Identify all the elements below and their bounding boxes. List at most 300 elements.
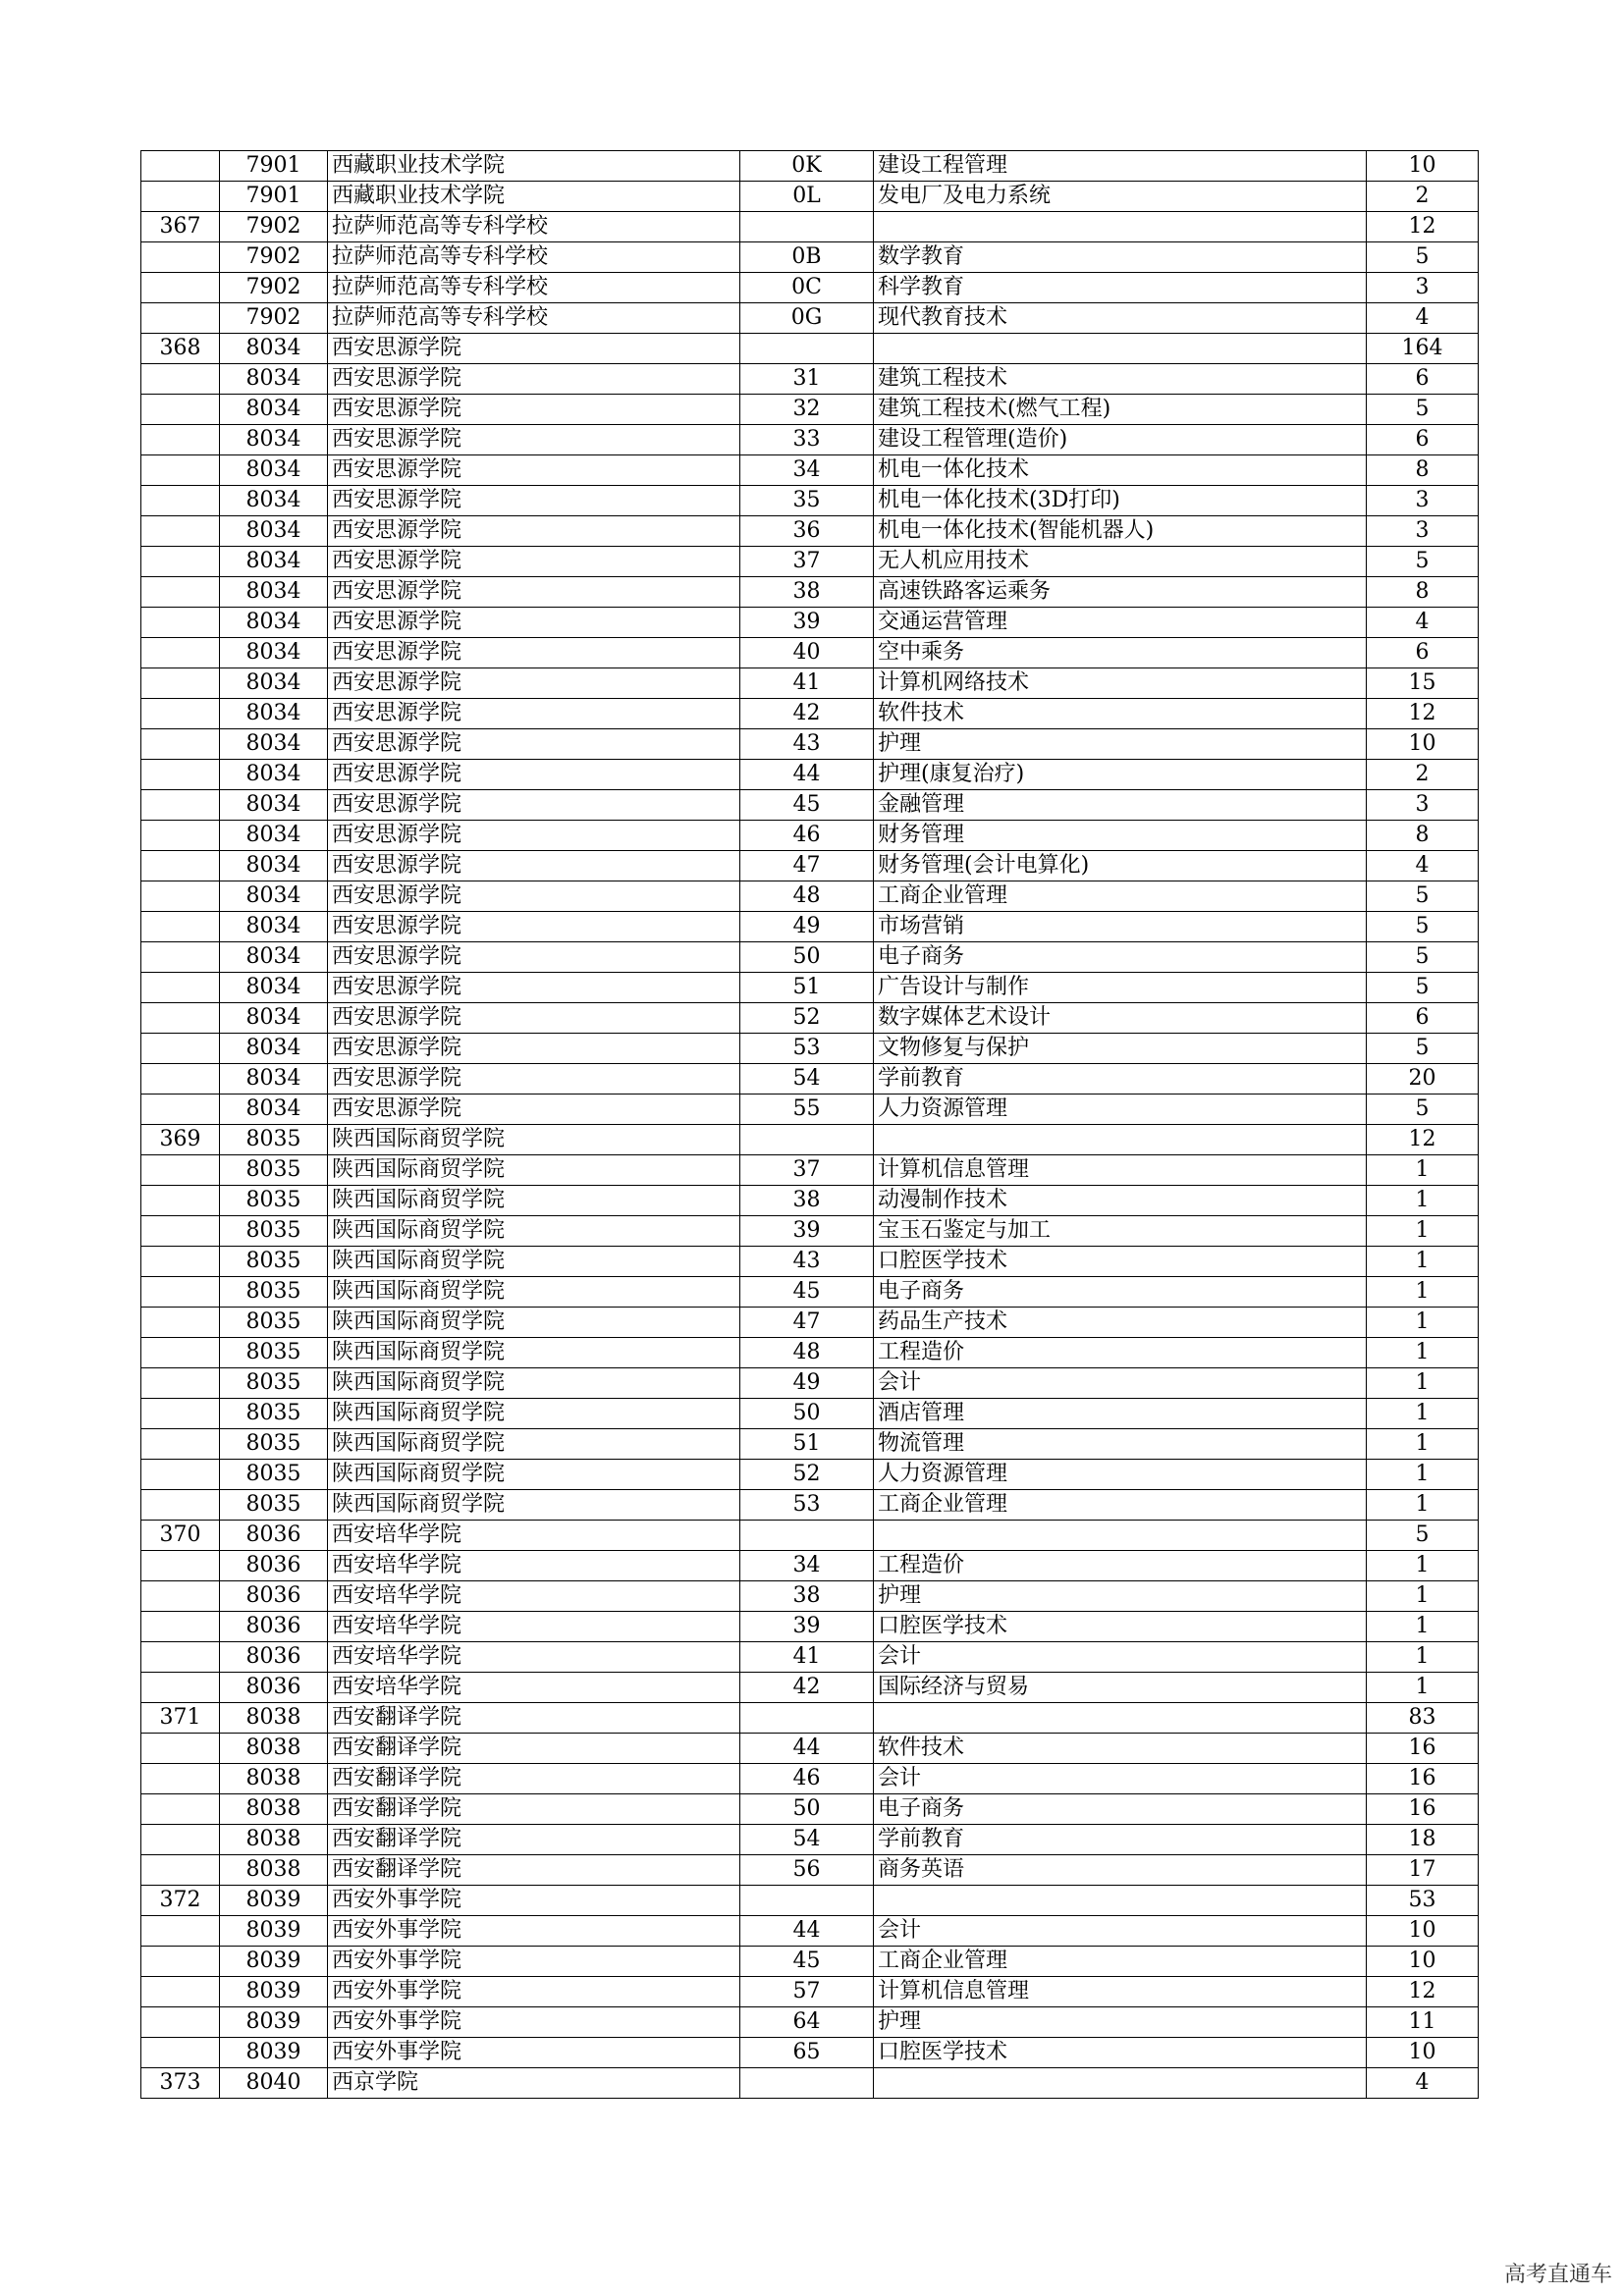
school-name-cell: 拉萨师范高等专科学校 xyxy=(328,212,740,242)
school-code-cell: 8039 xyxy=(220,2007,328,2038)
table-row xyxy=(141,547,1479,577)
serial-number-cell xyxy=(141,1064,220,1095)
school-name-cell: 陕西国际商贸学院 xyxy=(328,1247,740,1277)
table-row xyxy=(141,1764,1479,1794)
table-row xyxy=(141,1581,1479,1612)
major-name-cell: 广告设计与制作 xyxy=(874,973,1367,1003)
school-name-cell: 西安思源学院 xyxy=(328,334,740,364)
school-name-cell: 陕西国际商贸学院 xyxy=(328,1155,740,1186)
plan-count-cell: 4 xyxy=(1367,303,1479,334)
major-code-cell: 42 xyxy=(740,699,874,729)
school-name-cell: 西安培华学院 xyxy=(328,1581,740,1612)
school-code-cell: 8039 xyxy=(220,1886,328,1916)
table-row xyxy=(141,1977,1479,2007)
table-row xyxy=(141,1308,1479,1338)
table-row xyxy=(141,1916,1479,1947)
major-name-cell: 财务管理 xyxy=(874,821,1367,851)
table-row xyxy=(141,273,1479,303)
school-code-cell: 8034 xyxy=(220,668,328,699)
plan-count-cell: 5 xyxy=(1367,912,1479,942)
table-row xyxy=(141,1155,1479,1186)
serial-number-cell: 371 xyxy=(141,1703,220,1734)
school-name-cell: 西安思源学院 xyxy=(328,608,740,638)
major-code-cell: 0B xyxy=(740,242,874,273)
major-code-cell: 56 xyxy=(740,1855,874,1886)
major-name-cell: 计算机网络技术 xyxy=(874,668,1367,699)
serial-number-cell xyxy=(141,1216,220,1247)
table-row xyxy=(141,2038,1479,2068)
serial-number-cell xyxy=(141,1368,220,1399)
major-name-cell: 电子商务 xyxy=(874,1794,1367,1825)
major-name-cell: 现代教育技术 xyxy=(874,303,1367,334)
table-row xyxy=(141,668,1479,699)
school-name-cell: 西安翻译学院 xyxy=(328,1764,740,1794)
plan-count-cell: 5 xyxy=(1367,973,1479,1003)
plan-count-cell: 5 xyxy=(1367,881,1479,912)
school-code-cell: 8036 xyxy=(220,1642,328,1673)
table-row xyxy=(141,1003,1479,1034)
enrollment-table xyxy=(140,150,1479,2099)
plan-count-cell: 6 xyxy=(1367,425,1479,455)
serial-number-cell xyxy=(141,547,220,577)
plan-count-cell: 8 xyxy=(1367,455,1479,486)
plan-count-cell: 3 xyxy=(1367,516,1479,547)
serial-number-cell xyxy=(141,1794,220,1825)
school-name-cell: 西安外事学院 xyxy=(328,1916,740,1947)
table-row xyxy=(141,364,1479,395)
school-name-cell: 西安翻译学院 xyxy=(328,1794,740,1825)
major-code-cell: 46 xyxy=(740,821,874,851)
serial-number-cell xyxy=(141,1734,220,1764)
major-code-cell: 64 xyxy=(740,2007,874,2038)
plan-count-cell: 16 xyxy=(1367,1764,1479,1794)
school-name-cell: 拉萨师范高等专科学校 xyxy=(328,303,740,334)
major-code-cell: 47 xyxy=(740,851,874,881)
school-code-cell: 8035 xyxy=(220,1155,328,1186)
school-code-cell: 8034 xyxy=(220,1003,328,1034)
plan-count-cell: 6 xyxy=(1367,364,1479,395)
serial-number-cell xyxy=(141,699,220,729)
serial-number-cell xyxy=(141,851,220,881)
major-name-cell: 软件技术 xyxy=(874,1734,1367,1764)
school-code-cell: 8035 xyxy=(220,1125,328,1155)
table-row xyxy=(141,1034,1479,1064)
table-row xyxy=(141,1277,1479,1308)
serial-number-cell xyxy=(141,303,220,334)
plan-count-cell: 1 xyxy=(1367,1399,1479,1429)
major-name-cell: 机电一体化技术(3D打印) xyxy=(874,486,1367,516)
serial-number-cell xyxy=(141,1277,220,1308)
school-code-cell: 8034 xyxy=(220,790,328,821)
serial-number-cell xyxy=(141,790,220,821)
major-code-cell: 38 xyxy=(740,1581,874,1612)
plan-count-cell: 2 xyxy=(1367,760,1479,790)
table-row xyxy=(141,790,1479,821)
plan-count-cell: 1 xyxy=(1367,1581,1479,1612)
serial-number-cell xyxy=(141,273,220,303)
school-code-cell: 7902 xyxy=(220,303,328,334)
serial-number-cell xyxy=(141,516,220,547)
table-row xyxy=(141,973,1479,1003)
table-row xyxy=(141,212,1479,242)
major-name-cell: 工程造价 xyxy=(874,1338,1367,1368)
plan-count-cell: 164 xyxy=(1367,334,1479,364)
major-code-cell: 50 xyxy=(740,1794,874,1825)
major-code-cell: 39 xyxy=(740,608,874,638)
school-name-cell: 西安思源学院 xyxy=(328,760,740,790)
major-code-cell: 45 xyxy=(740,790,874,821)
plan-count-cell: 6 xyxy=(1367,638,1479,668)
major-name-cell: 商务英语 xyxy=(874,1855,1367,1886)
major-name-cell: 金融管理 xyxy=(874,790,1367,821)
school-name-cell: 陕西国际商贸学院 xyxy=(328,1277,740,1308)
school-code-cell: 8034 xyxy=(220,638,328,668)
table-row xyxy=(141,1460,1479,1490)
major-code-cell: 34 xyxy=(740,1551,874,1581)
school-code-cell: 8034 xyxy=(220,912,328,942)
major-code-cell: 0L xyxy=(740,182,874,212)
school-name-cell: 陕西国际商贸学院 xyxy=(328,1460,740,1490)
major-code-cell: 54 xyxy=(740,1825,874,1855)
school-code-cell: 8034 xyxy=(220,577,328,608)
table-row xyxy=(141,1338,1479,1368)
major-name-cell: 机电一体化技术 xyxy=(874,455,1367,486)
major-code-cell: 48 xyxy=(740,881,874,912)
serial-number-cell xyxy=(141,1399,220,1429)
major-code-cell: 32 xyxy=(740,395,874,425)
school-code-cell: 8040 xyxy=(220,2068,328,2099)
table-row xyxy=(141,1399,1479,1429)
table-row xyxy=(141,821,1479,851)
school-name-cell: 西安培华学院 xyxy=(328,1612,740,1642)
major-code-cell: 65 xyxy=(740,2038,874,2068)
serial-number-cell xyxy=(141,760,220,790)
major-code-cell: 48 xyxy=(740,1338,874,1368)
major-code-cell: 49 xyxy=(740,1368,874,1399)
major-code-cell: 47 xyxy=(740,1308,874,1338)
school-code-cell: 8039 xyxy=(220,1947,328,1977)
major-name-cell: 工商企业管理 xyxy=(874,1947,1367,1977)
school-code-cell: 8036 xyxy=(220,1612,328,1642)
major-code-cell: 50 xyxy=(740,942,874,973)
major-name-cell: 软件技术 xyxy=(874,699,1367,729)
school-code-cell: 8034 xyxy=(220,364,328,395)
plan-count-cell: 5 xyxy=(1367,1521,1479,1551)
table-row xyxy=(141,425,1479,455)
serial-number-cell xyxy=(141,395,220,425)
plan-count-cell: 5 xyxy=(1367,942,1479,973)
serial-number-cell xyxy=(141,1460,220,1490)
school-code-cell: 8035 xyxy=(220,1338,328,1368)
school-code-cell: 8038 xyxy=(220,1764,328,1794)
major-name-cell: 口腔医学技术 xyxy=(874,1612,1367,1642)
table-row xyxy=(141,151,1479,182)
major-code-cell: 53 xyxy=(740,1490,874,1521)
serial-number-cell: 373 xyxy=(141,2068,220,2099)
major-code-cell: 36 xyxy=(740,516,874,547)
plan-count-cell: 12 xyxy=(1367,699,1479,729)
table-row xyxy=(141,2007,1479,2038)
table-row xyxy=(141,1947,1479,1977)
table-row xyxy=(141,1703,1479,1734)
serial-number-cell xyxy=(141,455,220,486)
major-code-cell: 0C xyxy=(740,273,874,303)
serial-number-cell xyxy=(141,1338,220,1368)
serial-number-cell xyxy=(141,729,220,760)
major-code-cell: 39 xyxy=(740,1612,874,1642)
major-name-cell: 电子商务 xyxy=(874,942,1367,973)
serial-number-cell xyxy=(141,1642,220,1673)
school-name-cell: 西安思源学院 xyxy=(328,516,740,547)
table-row xyxy=(141,851,1479,881)
serial-number-cell xyxy=(141,1764,220,1794)
major-code-cell: 44 xyxy=(740,1916,874,1947)
table-row xyxy=(141,577,1479,608)
major-code-cell: 0G xyxy=(740,303,874,334)
plan-count-cell: 15 xyxy=(1367,668,1479,699)
plan-count-cell: 1 xyxy=(1367,1642,1479,1673)
plan-count-cell: 5 xyxy=(1367,547,1479,577)
school-name-cell: 西安思源学院 xyxy=(328,942,740,973)
plan-count-cell: 1 xyxy=(1367,1186,1479,1216)
table-row xyxy=(141,1186,1479,1216)
plan-count-cell: 16 xyxy=(1367,1734,1479,1764)
major-code-cell: 54 xyxy=(740,1064,874,1095)
plan-count-cell: 1 xyxy=(1367,1277,1479,1308)
major-name-cell: 会计 xyxy=(874,1368,1367,1399)
school-name-cell: 西安翻译学院 xyxy=(328,1703,740,1734)
major-name-cell xyxy=(874,212,1367,242)
school-code-cell: 7902 xyxy=(220,212,328,242)
plan-count-cell: 3 xyxy=(1367,486,1479,516)
serial-number-cell xyxy=(141,1581,220,1612)
school-code-cell: 8034 xyxy=(220,395,328,425)
plan-count-cell: 4 xyxy=(1367,608,1479,638)
major-name-cell: 工商企业管理 xyxy=(874,1490,1367,1521)
plan-count-cell: 3 xyxy=(1367,790,1479,821)
table-row xyxy=(141,1642,1479,1673)
plan-count-cell: 10 xyxy=(1367,1947,1479,1977)
major-name-cell: 市场营销 xyxy=(874,912,1367,942)
serial-number-cell xyxy=(141,486,220,516)
major-code-cell xyxy=(740,334,874,364)
school-name-cell: 陕西国际商贸学院 xyxy=(328,1216,740,1247)
major-code-cell xyxy=(740,212,874,242)
major-code-cell: 45 xyxy=(740,1947,874,1977)
plan-count-cell: 1 xyxy=(1367,1490,1479,1521)
plan-count-cell: 10 xyxy=(1367,729,1479,760)
plan-count-cell: 10 xyxy=(1367,1916,1479,1947)
serial-number-cell xyxy=(141,881,220,912)
school-name-cell: 西安思源学院 xyxy=(328,912,740,942)
school-code-cell: 8034 xyxy=(220,821,328,851)
school-code-cell: 8034 xyxy=(220,547,328,577)
table-row xyxy=(141,1095,1479,1125)
major-code-cell: 37 xyxy=(740,547,874,577)
table-row xyxy=(141,912,1479,942)
serial-number-cell xyxy=(141,1034,220,1064)
major-name-cell: 护理 xyxy=(874,2007,1367,2038)
major-name-cell: 建设工程管理 xyxy=(874,151,1367,182)
table-row xyxy=(141,638,1479,668)
serial-number-cell xyxy=(141,425,220,455)
school-code-cell: 8035 xyxy=(220,1368,328,1399)
major-name-cell: 无人机应用技术 xyxy=(874,547,1367,577)
table-row xyxy=(141,455,1479,486)
major-name-cell xyxy=(874,1886,1367,1916)
school-code-cell: 8034 xyxy=(220,1034,328,1064)
major-code-cell: 43 xyxy=(740,729,874,760)
school-name-cell: 西安外事学院 xyxy=(328,2007,740,2038)
school-name-cell: 西安思源学院 xyxy=(328,455,740,486)
school-name-cell: 西安思源学院 xyxy=(328,395,740,425)
school-code-cell: 8034 xyxy=(220,729,328,760)
major-code-cell: 51 xyxy=(740,973,874,1003)
school-name-cell: 拉萨师范高等专科学校 xyxy=(328,273,740,303)
major-code-cell: 44 xyxy=(740,1734,874,1764)
plan-count-cell: 1 xyxy=(1367,1247,1479,1277)
table-row xyxy=(141,729,1479,760)
serial-number-cell xyxy=(141,577,220,608)
school-name-cell: 西安思源学院 xyxy=(328,1034,740,1064)
school-name-cell: 西安思源学院 xyxy=(328,821,740,851)
table-row xyxy=(141,760,1479,790)
major-code-cell: 52 xyxy=(740,1003,874,1034)
table-row xyxy=(141,182,1479,212)
school-name-cell: 陕西国际商贸学院 xyxy=(328,1399,740,1429)
plan-count-cell: 1 xyxy=(1367,1308,1479,1338)
serial-number-cell xyxy=(141,1855,220,1886)
table-row xyxy=(141,1734,1479,1764)
plan-count-cell: 10 xyxy=(1367,2038,1479,2068)
major-code-cell xyxy=(740,1125,874,1155)
serial-number-cell xyxy=(141,608,220,638)
table-row xyxy=(141,395,1479,425)
major-code-cell: 0K xyxy=(740,151,874,182)
school-name-cell: 西安思源学院 xyxy=(328,729,740,760)
school-name-cell: 西安思源学院 xyxy=(328,547,740,577)
major-code-cell: 38 xyxy=(740,577,874,608)
table-row xyxy=(141,242,1479,273)
table-row xyxy=(141,2068,1479,2099)
school-code-cell: 8038 xyxy=(220,1734,328,1764)
major-code-cell: 41 xyxy=(740,1642,874,1673)
serial-number-cell xyxy=(141,1551,220,1581)
major-name-cell: 发电厂及电力系统 xyxy=(874,182,1367,212)
major-code-cell: 52 xyxy=(740,1460,874,1490)
serial-number-cell xyxy=(141,1186,220,1216)
school-code-cell: 8038 xyxy=(220,1855,328,1886)
school-code-cell: 8039 xyxy=(220,1916,328,1947)
table-row xyxy=(141,303,1479,334)
table-row xyxy=(141,1673,1479,1703)
table-row xyxy=(141,334,1479,364)
school-name-cell: 陕西国际商贸学院 xyxy=(328,1125,740,1155)
school-code-cell: 8035 xyxy=(220,1216,328,1247)
major-name-cell: 护理(康复治疗) xyxy=(874,760,1367,790)
table-row xyxy=(141,1247,1479,1277)
table-row xyxy=(141,1612,1479,1642)
plan-count-cell: 1 xyxy=(1367,1612,1479,1642)
serial-number-cell xyxy=(141,364,220,395)
serial-number-cell xyxy=(141,1308,220,1338)
school-code-cell: 8034 xyxy=(220,455,328,486)
plan-count-cell: 11 xyxy=(1367,2007,1479,2038)
plan-count-cell: 1 xyxy=(1367,1368,1479,1399)
major-name-cell: 建筑工程技术 xyxy=(874,364,1367,395)
table-row xyxy=(141,1855,1479,1886)
plan-count-cell: 4 xyxy=(1367,2068,1479,2099)
plan-count-cell: 10 xyxy=(1367,151,1479,182)
plan-count-cell: 2 xyxy=(1367,182,1479,212)
school-code-cell: 8034 xyxy=(220,1064,328,1095)
school-code-cell: 8039 xyxy=(220,2038,328,2068)
school-code-cell: 8034 xyxy=(220,881,328,912)
school-name-cell: 西安思源学院 xyxy=(328,973,740,1003)
school-code-cell: 8036 xyxy=(220,1673,328,1703)
school-name-cell: 陕西国际商贸学院 xyxy=(328,1368,740,1399)
plan-count-cell: 53 xyxy=(1367,1886,1479,1916)
table-row xyxy=(141,608,1479,638)
school-name-cell: 西安思源学院 xyxy=(328,790,740,821)
school-name-cell: 西安外事学院 xyxy=(328,2038,740,2068)
plan-count-cell: 8 xyxy=(1367,821,1479,851)
major-name-cell: 工程造价 xyxy=(874,1551,1367,1581)
major-name-cell: 人力资源管理 xyxy=(874,1095,1367,1125)
school-name-cell: 西安思源学院 xyxy=(328,1095,740,1125)
major-name-cell: 国际经济与贸易 xyxy=(874,1673,1367,1703)
school-name-cell: 西藏职业技术学院 xyxy=(328,182,740,212)
plan-count-cell: 1 xyxy=(1367,1460,1479,1490)
serial-number-cell xyxy=(141,182,220,212)
serial-number-cell xyxy=(141,1247,220,1277)
plan-count-cell: 3 xyxy=(1367,273,1479,303)
major-code-cell: 42 xyxy=(740,1673,874,1703)
plan-count-cell: 20 xyxy=(1367,1064,1479,1095)
major-code-cell: 51 xyxy=(740,1429,874,1460)
table-row xyxy=(141,1125,1479,1155)
serial-number-cell: 372 xyxy=(141,1886,220,1916)
school-code-cell: 8035 xyxy=(220,1308,328,1338)
major-name-cell: 文物修复与保护 xyxy=(874,1034,1367,1064)
school-code-cell: 8035 xyxy=(220,1490,328,1521)
major-name-cell: 口腔医学技术 xyxy=(874,1247,1367,1277)
school-code-cell: 8034 xyxy=(220,942,328,973)
enrollment-table-body xyxy=(141,151,1479,2099)
plan-count-cell: 5 xyxy=(1367,395,1479,425)
plan-count-cell: 12 xyxy=(1367,1977,1479,2007)
school-code-cell: 8034 xyxy=(220,516,328,547)
major-code-cell: 37 xyxy=(740,1155,874,1186)
major-name-cell: 建设工程管理(造价) xyxy=(874,425,1367,455)
school-code-cell: 8034 xyxy=(220,973,328,1003)
plan-count-cell: 12 xyxy=(1367,212,1479,242)
table-row xyxy=(141,1429,1479,1460)
school-code-cell: 8034 xyxy=(220,851,328,881)
table-row xyxy=(141,1064,1479,1095)
major-code-cell: 31 xyxy=(740,364,874,395)
school-name-cell: 西藏职业技术学院 xyxy=(328,151,740,182)
school-name-cell: 西安外事学院 xyxy=(328,1947,740,1977)
major-name-cell: 会计 xyxy=(874,1642,1367,1673)
plan-count-cell: 1 xyxy=(1367,1673,1479,1703)
serial-number-cell xyxy=(141,2007,220,2038)
serial-number-cell xyxy=(141,821,220,851)
plan-count-cell: 5 xyxy=(1367,1034,1479,1064)
major-name-cell: 宝玉石鉴定与加工 xyxy=(874,1216,1367,1247)
table-row xyxy=(141,1490,1479,1521)
table-row xyxy=(141,942,1479,973)
